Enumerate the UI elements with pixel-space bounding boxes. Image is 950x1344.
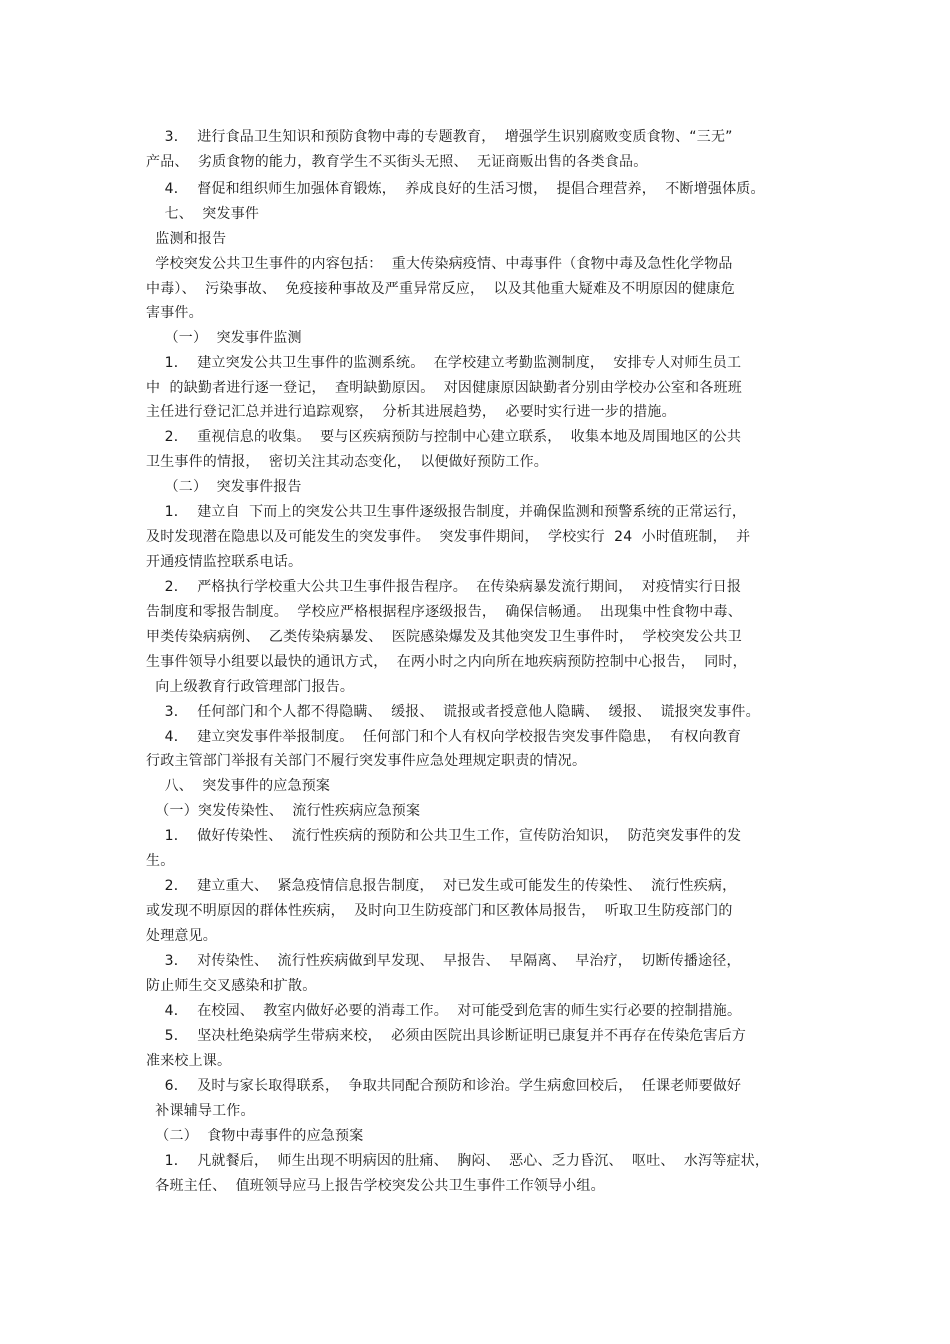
text-line: 学校突发公共卫生事件的内容包括： 重大传染病疫情、中毒事件（食物中毒及急性化学物品 <box>146 256 733 272</box>
text-line: 告制度和零报告制度。 学校应严格根据程序逐级报告， 确保信畅通。 出现集中性食物中毒、 <box>146 604 742 620</box>
text-line: 行政主管部门举报有关部门不履行突发事件应急处理规定职责的情况。 <box>146 753 587 769</box>
text-line: 及时发现潜在隐患以及可能发生的突发事件。 突发事件期间， 学校实行 24 小时值班制， 并 <box>146 529 751 545</box>
text-line: 2． 建立重大、 紧急疫情信息报告制度， 对已发生或可能发生的传染性、 流行性疾病， <box>146 878 737 894</box>
text-line: 产品、 劣质食物的能力，教育学生不买街头无照、 无证商贩出售的各类食品。 <box>146 154 648 170</box>
subsection-heading: （二） 突发事件报告 <box>146 479 302 495</box>
section-heading: 八、 突发事件的应急预案 <box>146 778 331 794</box>
text-line: 处理意见。 <box>146 928 217 944</box>
text-line: 补课辅导工作。 <box>146 1103 255 1119</box>
subsection-heading: （一）突发传染性、 流行性疾病应急预案 <box>146 803 421 819</box>
text-line: 准来校上课。 <box>146 1053 232 1069</box>
text-line: 1． 凡就餐后， 师生出现不明病因的肚痛、 胸闷、 恶心、乏力昏沉、 呕吐、 水泻等症状， <box>146 1153 770 1169</box>
text-line: 1． 建立突发公共卫生事件的监测系统。 在学校建立考勤监测制度， 安排专人对师生员工 <box>146 355 742 371</box>
text-line: 卫生事件的情报， 密切关注其动态变化， 以便做好预防工作。 <box>146 454 548 470</box>
text-line: 4． 建立突发事件举报制度。 任何部门和个人有权向学校报告突发事件隐患， 有权向教育 <box>146 729 742 745</box>
text-line: 防止师生交叉感染和扩散。 <box>146 978 317 994</box>
text-line: 1． 做好传染性、 流行性疾病的预防和公共卫生工作，宣传防治知识， 防范突发事件的发 <box>146 828 742 844</box>
subsection-heading: （二） 食物中毒事件的应急预案 <box>146 1128 364 1144</box>
text-line: 向上级教育行政管理部门报告。 <box>146 679 355 695</box>
text-line: 3． 对传染性、 流行性疾病做到早发现、 早报告、 早隔离、 早治疗， 切断传播途径， <box>146 953 741 969</box>
text-line: 生事件领导小组要以最快的通讯方式， 在两小时之内向所在地疾病预防控制中心报告， 同时， <box>146 654 747 670</box>
text-line: 3． 进行食品卫生知识和预防食物中毒的专题教育， 增强学生识别腐败变质食物、“三无” <box>146 129 733 145</box>
subsection-heading: （一） 突发事件监测 <box>146 330 302 346</box>
text-line: 甲类传染病病例、 乙类传染病暴发、 医院感染爆发及其他突发卫生事件时， 学校突发公共卫 <box>146 629 742 645</box>
text-line: 1． 建立自 下而上的突发公共卫生事件逐级报告制度，并确保监测和预警系统的正常运行， <box>146 504 747 520</box>
text-line: 中毒）、 污染事故、 免疫接种事故及严重异常反应， 以及其他重大疑难及不明原因的健康危 <box>146 281 735 297</box>
subsection-heading: 监测和报告 <box>146 231 227 247</box>
text-line: 4． 督促和组织师生加强体育锻炼， 养成良好的生活习惯， 提倡合理营养， 不断增强体质。 <box>146 181 765 197</box>
text-line: 开通疫情监控联系电话。 <box>146 554 303 570</box>
text-line: 或发现不明原因的群体性疾病， 及时向卫生防疫部门和区教体局报告， 听取卫生防疫部门的 <box>146 903 733 919</box>
text-line: 2． 严格执行学校重大公共卫生事件报告程序。 在传染病暴发流行期间， 对疫情实行日报 <box>146 579 742 595</box>
text-line: 害事件。 <box>146 305 203 321</box>
text-line: 3． 任何部门和个人都不得隐瞒、 缓报、 谎报或者授意他人隐瞒、 缓报、 谎报突发事件。 <box>146 704 760 720</box>
text-line: 主任进行登记汇总并进行追踪观察， 分析其进展趋势， 必要时实行进一步的措施。 <box>146 404 676 420</box>
text-line: 5． 坚决杜绝染病学生带病来校， 必须由医院出具诊断证明已康复并不再存在传染危害后方 <box>146 1028 747 1044</box>
text-line: 各班主任、 值班领导应马上报告学校突发公共卫生事件工作领导小组。 <box>146 1178 605 1194</box>
text-line: 中 的缺勤者进行逐一登记， 查明缺勤原因。 对因健康原因缺勤者分别由学校办公室和各班班 <box>146 380 742 396</box>
text-line: 4． 在校园、 教室内做好必要的消毒工作。 对可能受到危害的师生实行必要的控制措施。 <box>146 1003 742 1019</box>
text-line: 生。 <box>146 853 175 869</box>
text-line: 2． 重视信息的收集。 要与区疾病预防与控制中心建立联系， 收集本地及周围地区的公共 <box>146 429 742 445</box>
text-line: 6． 及时与家长取得联系， 争取共同配合预防和诊治。学生病愈回校后， 任课老师要做好 <box>146 1078 742 1094</box>
section-heading: 七、 突发事件 <box>146 206 260 222</box>
